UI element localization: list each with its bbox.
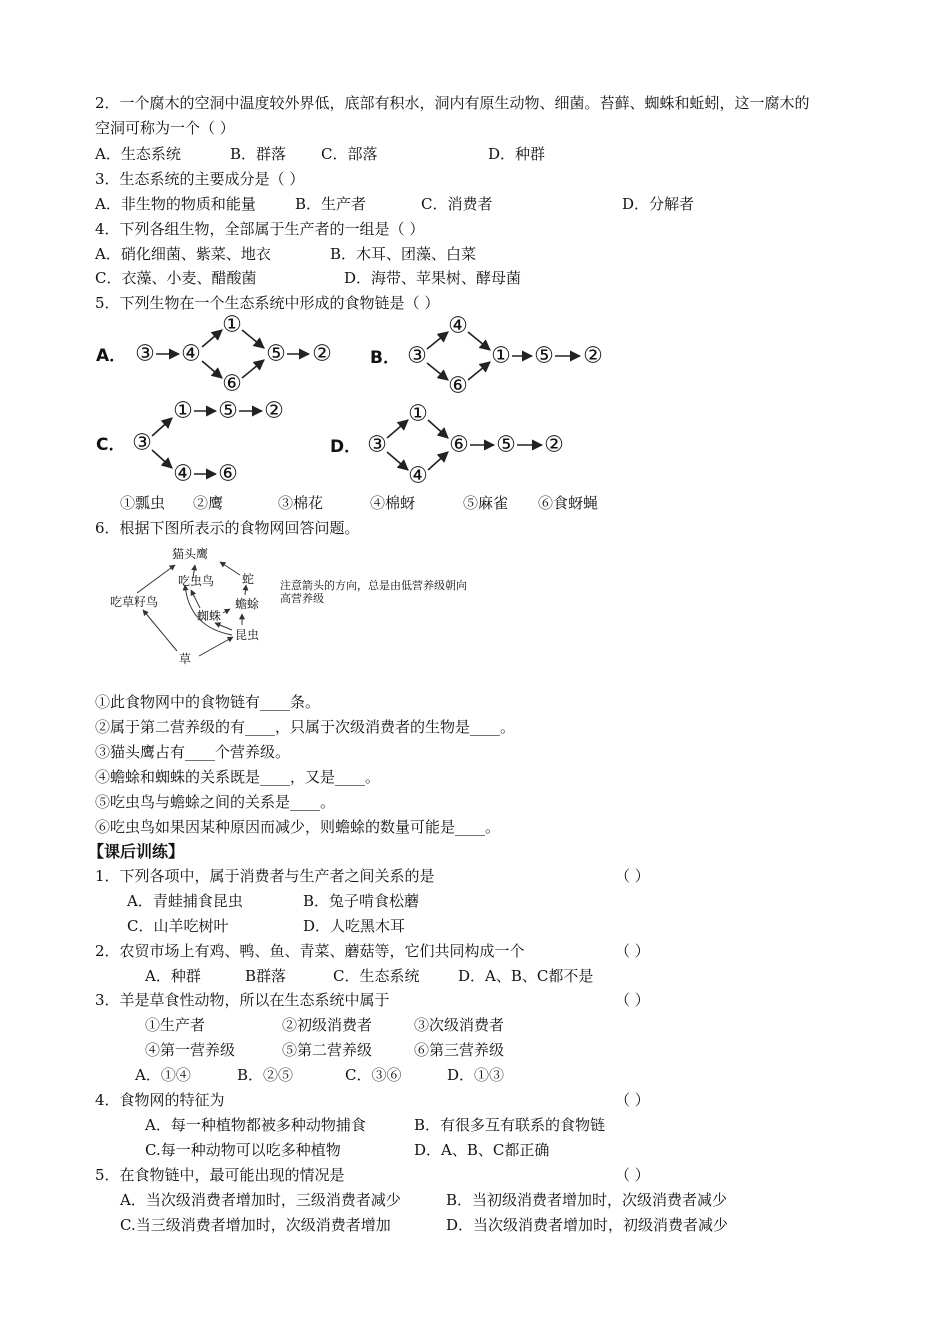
diagram-c-label: C． bbox=[96, 435, 126, 455]
node-6: ⑥ bbox=[449, 432, 469, 458]
after-q4-option-c: C.每一种动物可以吃多种植物 bbox=[145, 1141, 341, 1159]
q3-option-a: A．非生物的物质和能量 bbox=[95, 195, 256, 213]
q3-stem: 3．生态系统的主要成分是（ ） bbox=[95, 170, 305, 188]
diagram-d-label: D． bbox=[330, 437, 362, 457]
web-note-line1: 注意箭头的方向，总是由低营养级朝向 bbox=[280, 579, 467, 592]
q6-sub-1: ①此食物网中的食物链有____条。 bbox=[95, 693, 321, 711]
node-6: ⑥ bbox=[448, 373, 468, 399]
web-grass: 草 bbox=[179, 652, 192, 666]
web-seed-bird: 吃草籽鸟 bbox=[110, 595, 159, 609]
after-q4-stem: 4．食物网的特征为 bbox=[95, 1091, 225, 1109]
node-5: ⑤ bbox=[534, 343, 554, 369]
after-q3-choice-3: ③次级消费者 bbox=[414, 1016, 505, 1034]
after-q2-option-d: D．A、B、C都不是 bbox=[458, 967, 594, 985]
node-5: ⑤ bbox=[266, 341, 286, 367]
after-q4-bracket: （ ） bbox=[615, 1091, 650, 1109]
q4-option-c: C．衣藻、小麦、醋酸菌 bbox=[95, 269, 257, 287]
q2-option-c: C．部落 bbox=[321, 145, 378, 163]
node-4: ④ bbox=[173, 461, 193, 487]
q4-option-a: A．硝化细菌、紫菜、地衣 bbox=[95, 245, 271, 263]
q6-sub-6: ⑥吃虫鸟如果因某种原因而减少，则蟾蜍的数量可能是____。 bbox=[95, 818, 501, 836]
after-q3-choice-4: ④第一营养级 bbox=[145, 1041, 236, 1059]
node-4: ④ bbox=[408, 463, 428, 489]
q2-option-b: B．群落 bbox=[230, 145, 287, 163]
after-q3-bracket: （ ） bbox=[615, 991, 650, 1009]
node-3: ③ bbox=[132, 430, 152, 456]
after-q1-option-b: B．兔子啃食松蘑 bbox=[303, 892, 420, 910]
q6-stem: 6．根据下图所表示的食物网回答问题。 bbox=[95, 519, 360, 537]
web-toad: 蟾蜍 bbox=[235, 597, 260, 611]
food-web-diagram bbox=[105, 545, 505, 670]
after-q3-choice-6: ⑥第三营养级 bbox=[414, 1041, 505, 1059]
node-3: ③ bbox=[367, 432, 387, 458]
legend-3: ③棉花 bbox=[278, 494, 324, 512]
q3-option-c: C．消费者 bbox=[421, 195, 493, 213]
after-q3-choice-2: ②初级消费者 bbox=[282, 1016, 373, 1034]
node-4: ④ bbox=[448, 313, 468, 339]
web-insect-bird: 吃虫鸟 bbox=[178, 574, 215, 588]
after-q3-choice-1: ①生产者 bbox=[145, 1016, 206, 1034]
after-q5-option-d: D．当次级消费者增加时，初级消费者减少 bbox=[446, 1216, 729, 1234]
after-q5-option-a: A．当次级消费者增加时，三级消费者减少 bbox=[120, 1191, 401, 1209]
node-2: ② bbox=[312, 341, 332, 367]
node-2: ② bbox=[264, 398, 284, 424]
q4-option-b: B．木耳、团藻、白菜 bbox=[330, 245, 477, 263]
after-q1-option-a: A．青蛙捕食昆虫 bbox=[127, 892, 243, 910]
after-q4-option-b: B．有很多互有联系的食物链 bbox=[414, 1116, 606, 1134]
node-4: ④ bbox=[181, 341, 201, 367]
legend-2: ②鹰 bbox=[193, 494, 224, 512]
web-owl: 猫头鹰 bbox=[172, 547, 209, 561]
node-3: ③ bbox=[135, 341, 155, 367]
after-q3-option-c: C．③⑥ bbox=[345, 1066, 402, 1084]
node-5: ⑤ bbox=[496, 432, 516, 458]
node-6: ⑥ bbox=[218, 461, 238, 487]
legend-6: ⑥食蚜蝇 bbox=[538, 494, 599, 512]
q3-option-b: B．生产者 bbox=[295, 195, 367, 213]
after-q2-option-a: A．种群 bbox=[145, 967, 201, 985]
q2-stem-line2: 空洞可称为一个（ ） bbox=[95, 119, 235, 137]
after-q3-option-a: A．①④ bbox=[135, 1066, 191, 1084]
after-q1-option-c: C．山羊吃树叶 bbox=[127, 917, 229, 935]
node-5: ⑤ bbox=[218, 398, 238, 424]
after-q3-option-b: B．②⑤ bbox=[237, 1066, 294, 1084]
node-2: ② bbox=[583, 343, 603, 369]
q2-option-d: D．种群 bbox=[488, 145, 546, 163]
web-note-line2: 高营养级 bbox=[280, 592, 324, 605]
after-q3-option-d: D．①③ bbox=[447, 1066, 505, 1084]
food-chain-diagrams bbox=[90, 312, 620, 492]
q3-option-d: D．分解者 bbox=[622, 195, 695, 213]
q6-sub-2: ②属于第二营养级的有____，只属于次级消费者的生物是____。 bbox=[95, 718, 516, 736]
q6-sub-4: ④蟾蜍和蜘蛛的关系既是____，又是____。 bbox=[95, 768, 381, 786]
node-6: ⑥ bbox=[222, 371, 242, 397]
diagram-b-label: B． bbox=[370, 348, 400, 368]
after-q1-stem: 1．下列各项中，属于消费者与生产者之间关系的是 bbox=[95, 867, 435, 885]
after-q2-bracket: （ ） bbox=[615, 942, 650, 960]
after-q2-option-c: C．生态系统 bbox=[333, 967, 420, 985]
node-2: ② bbox=[544, 432, 564, 458]
node-1: ① bbox=[408, 401, 428, 427]
q4-option-d: D．海带、苹果树、酵母菌 bbox=[344, 269, 522, 287]
legend-5: ⑤麻雀 bbox=[463, 494, 509, 512]
after-q3-choice-5: ⑤第二营养级 bbox=[282, 1041, 373, 1059]
after-q5-option-c: C.当三级消费者增加时，次级消费者增加 bbox=[120, 1216, 391, 1234]
after-q4-option-d: D．A、B、C都正确 bbox=[414, 1141, 550, 1159]
section-title: 【课后训练】 bbox=[88, 842, 185, 861]
after-q1-bracket: （ ） bbox=[615, 867, 650, 885]
after-q3-stem: 3．羊是草食性动物，所以在生态系统中属于 bbox=[95, 991, 390, 1009]
q6-sub-3: ③猫头鹰占有____个营养级。 bbox=[95, 743, 291, 761]
after-q5-stem: 5．在食物链中，最可能出现的情况是 bbox=[95, 1166, 345, 1184]
q2-stem-line1: 2．一个腐木的空洞中温度较外界低，底部有积水，洞内有原生动物、细菌。苔藓、蜘蛛和蚯蚓，这一腐木的 bbox=[95, 94, 810, 112]
after-q5-option-b: B．当初级消费者增加时，次级消费者减少 bbox=[446, 1191, 728, 1209]
q4-stem: 4．下列各组生物，全部属于生产者的一组是（ ） bbox=[95, 220, 425, 238]
node-1: ① bbox=[222, 312, 242, 338]
web-spider: 蜘蛛 bbox=[197, 609, 222, 623]
after-q4-option-a: A．每一种植物都被多种动物捕食 bbox=[145, 1116, 366, 1134]
node-3: ③ bbox=[407, 343, 427, 369]
after-q2-stem: 2．农贸市场上有鸡、鸭、鱼、青菜、蘑菇等，它们共同构成一个 bbox=[95, 942, 525, 960]
after-q1-option-d: D．人吃黑木耳 bbox=[303, 917, 406, 935]
web-insect: 昆虫 bbox=[235, 628, 260, 642]
after-q2-option-b: B群落 bbox=[245, 967, 287, 985]
q2-option-a: A．生态系统 bbox=[95, 145, 181, 163]
q5-stem: 5．下列生物在一个生态系统中形成的食物链是（ ） bbox=[95, 294, 440, 312]
legend-1: ①瓢虫 bbox=[120, 494, 166, 512]
node-1: ① bbox=[173, 398, 193, 424]
diagram-a-label: A． bbox=[96, 346, 127, 366]
web-snake: 蛇 bbox=[242, 572, 255, 586]
q6-sub-5: ⑤吃虫鸟与蟾蜍之间的关系是____。 bbox=[95, 793, 336, 811]
legend-4: ④棉蚜 bbox=[370, 494, 416, 512]
node-1: ① bbox=[491, 343, 511, 369]
after-q5-bracket: （ ） bbox=[615, 1166, 650, 1184]
